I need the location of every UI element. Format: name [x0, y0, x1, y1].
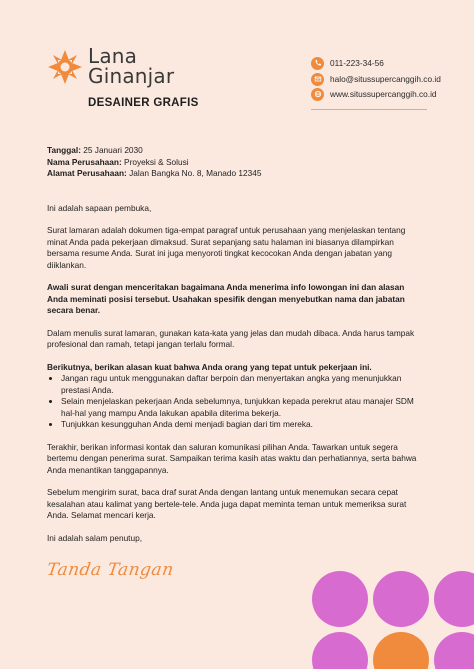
- circle-orange: [373, 632, 429, 669]
- company-line: [47, 157, 417, 169]
- paragraph-6: Sebelum mengirim surat, baca draf surat Anda dengan lantang untuk menemukan secara cepat kesalahan atau kalimat yang bertele-tele. Anda juga dapat meminta teman untuk memeriksa surat Anda. Selamat mencari kerja.: [47, 487, 407, 520]
- circle-purple-1: [312, 571, 368, 627]
- contact-email: [311, 71, 441, 87]
- letter-body: [47, 145, 417, 544]
- address-value: Jalan Bangka No. 8, Manado 12345: [129, 168, 262, 178]
- date-label: Tanggal:: [47, 145, 81, 155]
- phone-icon: [311, 57, 324, 70]
- last-name: Ginanjar: [88, 64, 175, 88]
- globe-icon: [311, 88, 324, 101]
- flower-star-logo-icon: [47, 49, 83, 85]
- circle-purple-4: [312, 632, 368, 669]
- paragraph-4-heading: Berikutnya, berikan alasan kuat bahwa Anda orang yang tepat untuk pekerjaan ini.: [47, 361, 372, 372]
- paragraph-2: Awali surat dengan menceritakan bagaimana Anda menerima info lowongan ini dan alasan Anda meminati posisi tersebut. Usahakan spesifik dengan menyebutkan nama dan jabatan secara benar.: [47, 282, 405, 315]
- bullet-list: [47, 373, 417, 431]
- list-item: • Jangan ragu untuk menggunakan daftar berpoin dan menyertakan angka yang menunjukkan prestasi Anda.: [61, 373, 417, 396]
- greeting: Ini adalah sapaan pembuka,: [47, 202, 152, 213]
- address-label: Alamat Perusahaan:: [47, 168, 127, 178]
- contact-phone: [311, 55, 384, 71]
- first-name: Lana: [88, 44, 138, 68]
- company-label: Nama Perusahaan:: [47, 156, 122, 167]
- contact-divider: [311, 109, 427, 110]
- circle-purple-5: [434, 632, 474, 669]
- list-item: • Tunjukkan kesungguhan Anda demi menjadi bagian dari tim mereka.: [61, 419, 417, 431]
- mail-icon: [311, 73, 324, 86]
- paragraph-5: Terakhir, berikan informasi kontak dan saluran komunikasi pilihan Anda. Tawarkan untuk segera bertemu dengan penerima surat. Sampaikan terima kasih atas waktu dan perhatiannya, serta bahwa Anda menantikan tanggapannya.: [47, 441, 417, 475]
- email-text: halo@situssupercanggih.co.id: [330, 74, 441, 84]
- company-value: Proyeksi & Solusi: [124, 156, 189, 167]
- date-line: [47, 145, 417, 157]
- date-value: 25 Januari 2030: [83, 145, 143, 155]
- decorative-circles: [310, 569, 474, 669]
- address-line: [47, 168, 417, 180]
- paragraph-1: Surat lamaran adalah dokumen tiga-empat paragraf untuk perusahaan yang menjelaskan tentang minat Anda pada pekerjaan dimaksud. Surat sepanjang satu halaman ini biasanya dilampirkan bersama resume Anda. Surat ini juga menyoroti tingkat kecocokan Anda dengan jabatan yang diiklankan.: [47, 225, 406, 270]
- closing: Ini adalah salam penutup,: [47, 532, 143, 543]
- job-title: DESAINER GRAFIS: [88, 97, 199, 109]
- contact-website: [311, 86, 437, 102]
- letter-meta: [47, 145, 417, 180]
- signature: Tanda Tangan: [45, 560, 175, 580]
- list-item: • Selain menjelaskan pekerjaan Anda sebelumnya, tunjukkan kepada perekrut atau manajer SDM hal-hal yang mampu Anda lakukan apabila diterima bekerja.: [61, 396, 417, 419]
- phone-text: 011-223-34-56: [330, 58, 384, 68]
- website-text: www.situssupercanggih.co.id: [330, 89, 437, 99]
- circle-purple-2: [373, 571, 429, 627]
- circle-purple-3: [434, 571, 474, 627]
- paragraph-3: Dalam menulis surat lamaran, gunakan kata-kata yang jelas dan mudah dibaca. Anda harus tampak profesional dan ramah, tetapi jangan terlalu formal.: [47, 327, 415, 349]
- applicant-name: [88, 46, 174, 86]
